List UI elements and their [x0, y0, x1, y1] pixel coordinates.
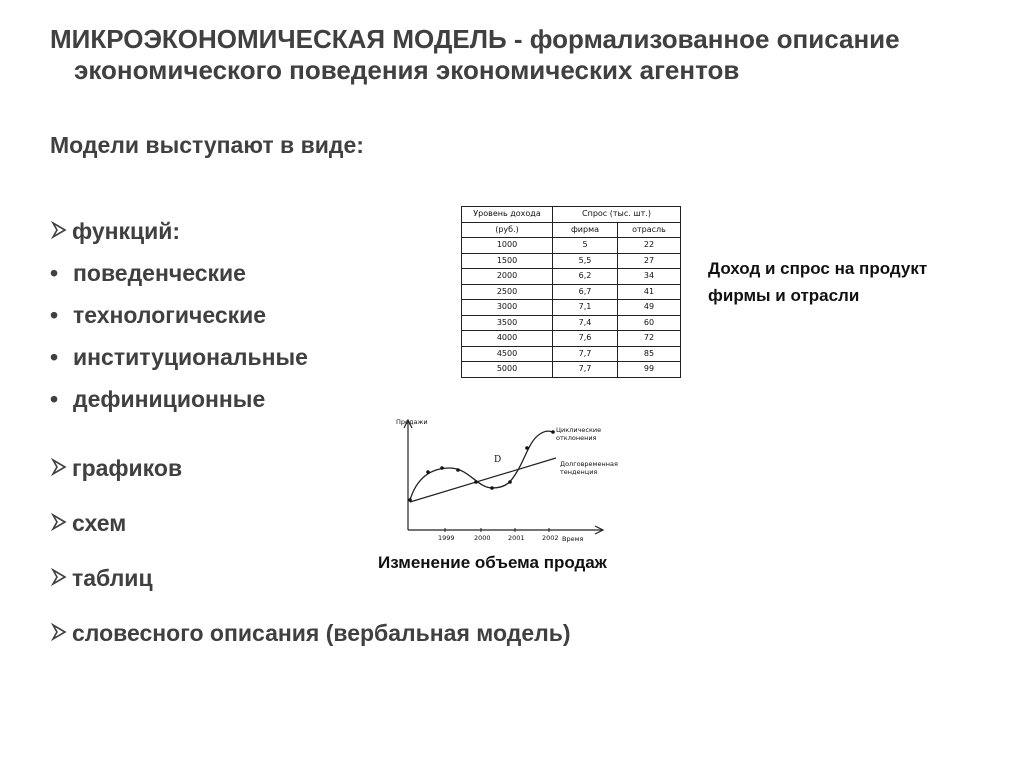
table-cell: 4000 [462, 331, 553, 347]
bullet-dot-icon: • [50, 260, 59, 286]
table-row [462, 362, 681, 378]
table-cell: 2500 [462, 284, 553, 300]
table-cell: 7,7 [553, 346, 618, 362]
list-text-functions: функций: [72, 218, 181, 244]
bullet-dot-icon: • [50, 302, 59, 328]
graph-xlabel: Время [562, 535, 584, 543]
table-header-row [462, 207, 681, 223]
table-cell: 1500 [462, 253, 553, 269]
list-subitem-text: дефиниционные [73, 386, 266, 412]
table-cell: 7,1 [553, 300, 618, 316]
annotation-cyclic: Циклические [556, 426, 602, 434]
graph-tick-label: 1999 [438, 534, 455, 542]
table-cell: 99 [618, 362, 681, 378]
table-row [462, 300, 681, 316]
bullet-dot-icon: • [50, 344, 59, 370]
list-subitem-text: технологические [73, 302, 267, 328]
table-cell: 34 [618, 269, 681, 285]
arrow-bullet-icon [50, 455, 72, 482]
graph-tick-label: 2000 [474, 534, 491, 542]
trend-line [410, 458, 556, 502]
table-row [462, 346, 681, 362]
table-cell: 7,7 [553, 362, 618, 378]
table-cell: 72 [618, 331, 681, 347]
table-header-income-unit: (руб.) [462, 222, 553, 238]
table-cell: 60 [618, 315, 681, 331]
graph-point-label: D [494, 455, 502, 465]
list-text-verbal: словесного описания (вербальная модель) [72, 620, 571, 646]
table-row [462, 269, 681, 285]
table-header-demand: Спрос (тыс. шт.) [553, 207, 681, 223]
table-cell: 22 [618, 238, 681, 254]
list-item-graphs [50, 455, 182, 482]
list-subitem [50, 302, 267, 329]
income-demand-table [461, 206, 681, 378]
annotation-trend: тенденция [560, 468, 598, 476]
arrow-bullet-icon [50, 565, 72, 592]
table-cell: 6,7 [553, 284, 618, 300]
subheading: Модели выступают в виде: [50, 132, 364, 158]
table-caption-line-2: фирмы и отрасли [708, 286, 860, 305]
table-cell: 85 [618, 346, 681, 362]
table-cell: 6,2 [553, 269, 618, 285]
title-line-2: экономического поведения экономических агентов [74, 55, 740, 85]
table-cell: 7,4 [553, 315, 618, 331]
table-header-industry: отрасль [618, 222, 681, 238]
table-cell: 49 [618, 300, 681, 316]
list-item-verbal [50, 620, 571, 647]
table-cell: 1000 [462, 238, 553, 254]
table-cell: 5,5 [553, 253, 618, 269]
table-cell: 2000 [462, 269, 553, 285]
table-cell: 4500 [462, 346, 553, 362]
sales-graph [390, 410, 620, 545]
title-line-1: МИКРОЭКОНОМИЧЕСКАЯ МОДЕЛЬ - формализованное описание [50, 24, 900, 54]
graph-caption: Изменение объема продаж [378, 553, 607, 572]
arrow-bullet-icon [50, 620, 72, 647]
list-subitem [50, 386, 266, 413]
bullet-dot-icon: • [50, 386, 59, 412]
table-cell: 7,6 [553, 331, 618, 347]
list-item-functions [50, 218, 180, 245]
graph-tick-label: 2002 [542, 534, 559, 542]
list-subitem [50, 260, 246, 287]
list-subitem-text: институциональные [73, 344, 308, 370]
table-cell: 5000 [462, 362, 553, 378]
list-text-schemes: схем [72, 510, 127, 536]
list-item-tables [50, 565, 153, 592]
arrow-bullet-icon [50, 218, 72, 245]
arrow-bullet-icon [50, 510, 72, 537]
list-subitem-text: поведенческие [73, 260, 246, 286]
list-subitem [50, 344, 308, 371]
list-item-schemes [50, 510, 126, 537]
table-cell: 3500 [462, 315, 553, 331]
table-caption-line-1: Доход и спрос на продукт [708, 259, 928, 278]
table-cell: 3000 [462, 300, 553, 316]
table-row [462, 238, 681, 254]
table-header-firm: фирма [553, 222, 618, 238]
table-row [462, 284, 681, 300]
table-caption [708, 255, 927, 309]
table-header-income: Уровень дохода [462, 207, 553, 223]
table-cell: 5 [553, 238, 618, 254]
table-cell: 41 [618, 284, 681, 300]
slide-title [50, 24, 990, 86]
graph-tick-label: 2001 [508, 534, 525, 542]
table-cell: 27 [618, 253, 681, 269]
annotation-cyclic: отклонения [556, 434, 597, 442]
table-subheader-row [462, 222, 681, 238]
table-row [462, 331, 681, 347]
graph-ylabel: Продажи [396, 418, 428, 426]
table-row [462, 315, 681, 331]
list-text-graphs: графиков [72, 455, 183, 481]
list-text-tables: таблиц [72, 565, 153, 591]
table-row [462, 253, 681, 269]
annotation-trend: Долговременная [560, 460, 618, 468]
